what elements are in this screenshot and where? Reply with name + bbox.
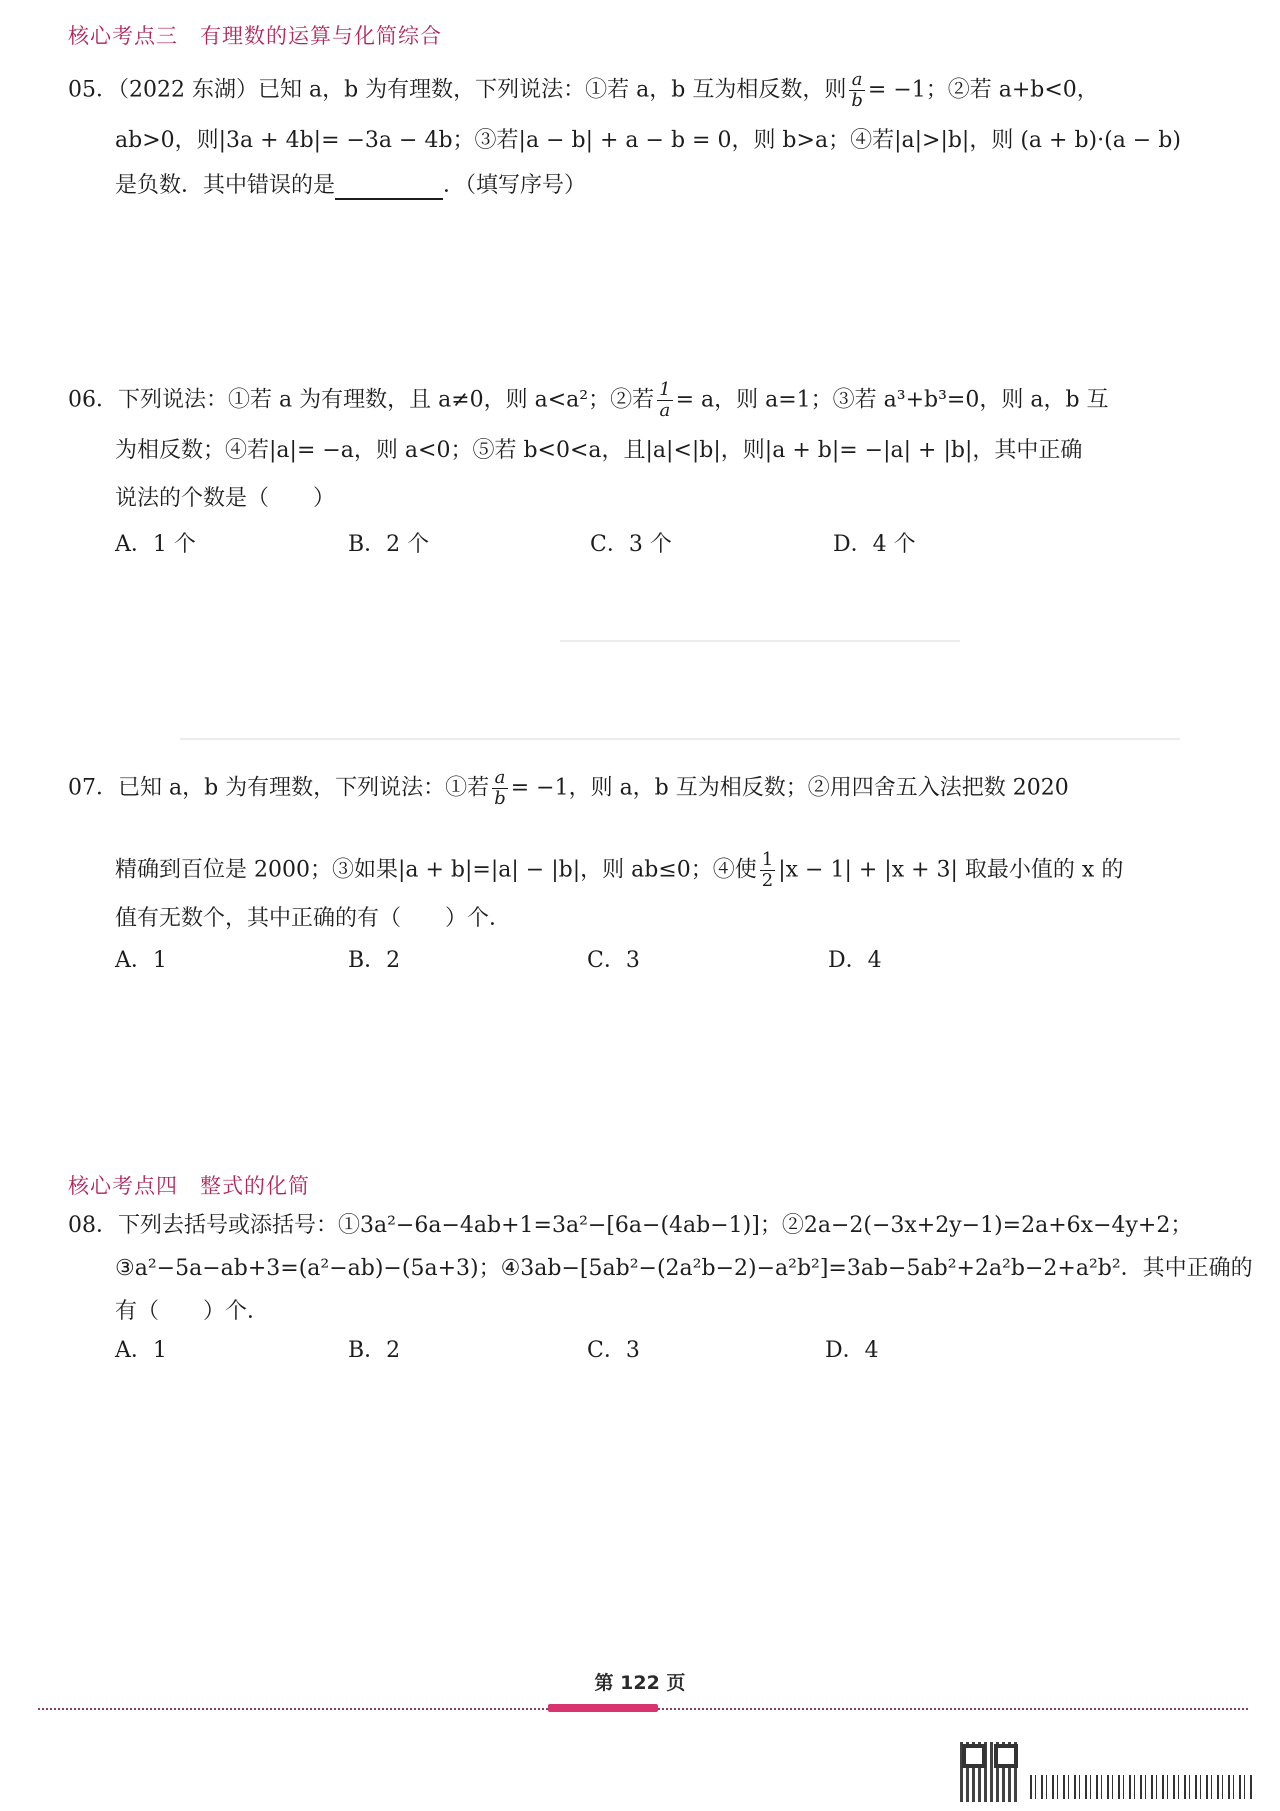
q06-option-c[interactable]: C．3 个: [590, 532, 672, 557]
q05-line-2: ab>0，则|3a + 4b|= −3a − 4b；③若|a − b| + a − b = 0，则 b>a；④若|a|>|b|，则 (a + b)·(a − b): [115, 128, 1181, 153]
q05-text-1a: 05．（2022 东湖）已知 a，b 为有理数，下列说法：①若 a，b 互为相反数，则: [68, 77, 847, 103]
q07-fraction: [492, 768, 508, 809]
section-3-subtitle: 有理数的运算与化简综合: [200, 24, 442, 48]
q07-line-2: [115, 850, 1123, 891]
q07-frac2-den: 2: [761, 870, 774, 891]
q05-line-1: [68, 70, 1099, 111]
q05-text-3b: ．（填写序号）: [443, 173, 587, 198]
q06-text-1b: = a，则 a=1；③若 a³+b³=0，则 a，b 互: [675, 387, 1109, 413]
barcode-icon: [1030, 1775, 1255, 1799]
q07-text-1a: 07．已知 a，b 为有理数，下列说法：①若: [68, 775, 490, 801]
q08-line-1: 08．下列去括号或添括号：①3a²−6a−4ab+1=3a²−[6a−(4ab−1)]；②2a−2(−3x+2y−1)=2a+6x−4y+2；: [68, 1213, 1193, 1238]
q06-line-3: 说法的个数是（ ）: [115, 486, 336, 511]
q08-line-2: ③a²−5a−ab+3=(a²−ab)−(5a+3)；④3ab−[5ab²−(2a²b−2)−a²b²]=3ab−5ab²+2a²b−2+a²b²．其中正确的: [115, 1256, 1253, 1281]
section-4-title: 核心考点四: [68, 1174, 178, 1198]
section-header-4: [68, 1170, 310, 1200]
q07-text-1b: = −1，则 a，b 互为相反数；②用四舍五入法把数 2020: [510, 775, 1069, 801]
q07-frac-den: b: [494, 788, 506, 809]
q05-line-3: [115, 172, 586, 200]
q07-option-d[interactable]: D．4: [828, 948, 882, 973]
q06-line-1: [68, 380, 1109, 421]
q05-frac-num: a: [849, 70, 865, 91]
q05-text-1b: = −1；②若 a+b<0，: [867, 77, 1099, 103]
q08-option-a[interactable]: A．1: [115, 1338, 167, 1363]
q08-option-c[interactable]: C．3: [587, 1338, 640, 1363]
q06-text-1a: 06．下列说法：①若 a 为有理数，且 a≠0，则 a<a²；②若: [68, 387, 655, 413]
q07-fraction-half: [760, 850, 775, 891]
q08-option-b[interactable]: B．2: [348, 1338, 401, 1363]
q07-option-a[interactable]: A．1: [115, 948, 167, 973]
qr-code-icon: [960, 1742, 1020, 1802]
q07-option-c[interactable]: C．3: [587, 948, 640, 973]
section-3-title: 核心考点三: [68, 24, 178, 48]
footer-accent-bar: [548, 1704, 658, 1712]
q05-text-3a: 是负数．其中错误的是: [115, 173, 336, 198]
q07-text-2b: |x − 1| + |x + 3| 取最小值的 x 的: [778, 857, 1124, 883]
q08-option-d[interactable]: D．4: [825, 1338, 879, 1363]
q06-line-2: 为相反数；④若|a|= −a，则 a<0；⑤若 b<0<a，且|a|<|b|，则|a + b|= −|a| + |b|，其中正确: [115, 438, 1083, 463]
q08-line-3: 有（ ）个．: [115, 1299, 270, 1324]
q06-fraction: [657, 380, 672, 421]
page-number: 第 122 页: [594, 1672, 686, 1694]
bleed-through-line: [180, 738, 1180, 740]
q07-frac-num: a: [492, 768, 508, 789]
q06-frac-den: a: [659, 400, 671, 421]
section-header-3: [68, 20, 442, 50]
q05-fraction: [849, 70, 865, 111]
q06-frac-num: 1: [659, 379, 671, 400]
q07-text-2a: 精确到百位是 2000；③如果|a + b|=|a| − |b|，则 ab≤0；④使: [115, 857, 757, 883]
q06-option-a[interactable]: A．1 个: [115, 532, 196, 557]
q07-option-b[interactable]: B．2: [348, 948, 401, 973]
q07-line-1: [68, 768, 1069, 809]
bleed-through-line: [560, 640, 960, 642]
q06-option-d[interactable]: D．4 个: [833, 532, 916, 557]
section-4-subtitle: 整式的化简: [200, 1174, 310, 1198]
q07-line-3: 值有无数个，其中正确的有（ ）个．: [115, 906, 512, 931]
q07-frac2-num: 1: [761, 849, 774, 870]
q05-frac-den: b: [851, 90, 863, 111]
q05-answer-blank[interactable]: [335, 176, 443, 200]
q06-option-b[interactable]: B．2 个: [348, 532, 430, 557]
